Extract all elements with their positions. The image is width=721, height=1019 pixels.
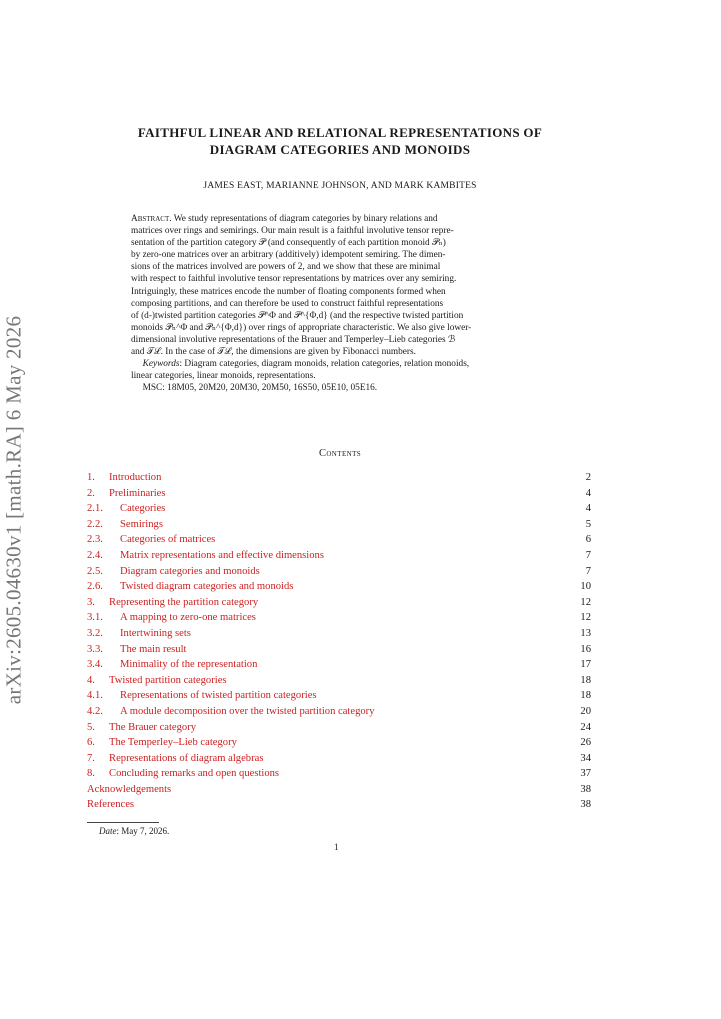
- abstract-line-text: of (d-)twisted partition categories 𝒫^Φ and 𝒫^{Φ,d} (and the respective twisted partition: [131, 310, 464, 321]
- toc-number: 4.: [87, 674, 95, 686]
- toc-entry[interactable]: [87, 595, 591, 611]
- toc-number: 7.: [87, 752, 95, 764]
- page-number: 1: [334, 842, 339, 852]
- toc-link[interactable]: [87, 766, 279, 782]
- paper-title: [90, 124, 590, 158]
- toc-entry[interactable]: [87, 642, 591, 658]
- toc-page-number: 5: [585, 518, 591, 530]
- abstract-line: [131, 346, 549, 358]
- toc-link[interactable]: [87, 688, 317, 704]
- toc-page-number: 13: [580, 627, 591, 639]
- keywords-line-2: linear categories, linear monoids, representations.: [131, 371, 316, 382]
- toc-entry[interactable]: [87, 486, 591, 502]
- toc-number: 3.: [87, 596, 95, 608]
- toc-page-number: 18: [580, 674, 591, 686]
- toc-entry[interactable]: [87, 720, 591, 736]
- toc-number: 1.: [87, 472, 95, 483]
- toc-link[interactable]: [87, 673, 227, 689]
- toc-page-number: 12: [580, 596, 591, 608]
- toc-title: The Brauer category: [109, 721, 197, 733]
- toc-title: The main result: [120, 643, 187, 655]
- toc-title: Intertwining sets: [120, 627, 191, 639]
- abstract-line-text: monoids 𝒫ₙ^Φ and 𝒫ₙ^{Φ,d}) over rings of appropriate characteristic. We also give lower-: [131, 322, 472, 333]
- contents-heading: Contents: [318, 448, 362, 459]
- toc-page-number: 2: [585, 472, 591, 483]
- toc-number: 2.4.: [87, 549, 103, 561]
- toc-page-number: 26: [580, 737, 591, 749]
- toc-entry[interactable]: [87, 688, 591, 704]
- toc-page-number: 7: [585, 549, 591, 561]
- abstract-label: Abstract.: [131, 214, 172, 224]
- toc-title: Twisted diagram categories and monoids: [120, 581, 294, 593]
- toc-entry[interactable]: [87, 532, 591, 548]
- abstract-line: [131, 213, 549, 225]
- toc-link[interactable]: [87, 735, 237, 751]
- toc-title: Diagram categories and monoids: [120, 565, 260, 577]
- toc-number: 8.: [87, 768, 95, 780]
- toc-page-number: 34: [580, 752, 591, 764]
- abstract: [131, 213, 549, 394]
- toc-entry[interactable]: [87, 579, 591, 595]
- toc-entry[interactable]: [87, 673, 591, 689]
- abstract-body: [131, 213, 549, 358]
- toc-title: Preliminaries: [109, 487, 166, 499]
- abstract-line-text: sions of the matrices involved are powers of 2, and we show that these are minimal: [131, 262, 441, 273]
- msc-text: MSC: 18M05, 20M20, 20M30, 20M50, 16S50, 05E10, 05E16.: [142, 383, 378, 394]
- toc-number: 3.4.: [87, 659, 103, 671]
- toc-title: Categories: [120, 503, 166, 515]
- toc-title: Representations of twisted partition categories: [120, 690, 317, 702]
- toc-link[interactable]: [87, 501, 165, 517]
- abstract-line: [131, 273, 549, 285]
- toc-title: A module decomposition over the twisted partition category: [120, 705, 375, 717]
- toc-link[interactable]: [87, 564, 260, 580]
- toc-title: Semirings: [120, 518, 163, 530]
- date-label: Date: [99, 826, 117, 836]
- abstract-line-text: dimensional involutive representations of the Brauer and Temperley–Lieb categories ℬ: [131, 334, 456, 345]
- toc-page-number: 4: [585, 503, 591, 515]
- toc-number: 4.1.: [87, 690, 103, 702]
- abstract-line-text: and 𝒯ℒ. In the case of 𝒯ℒ, the dimensions are given by Fibonacci numbers.: [131, 347, 416, 358]
- toc-page-number: 37: [580, 768, 591, 780]
- abstract-line-text: We study representations of diagram categories by binary relations and: [173, 214, 438, 224]
- date-value: : May 7, 2026.: [116, 826, 170, 836]
- toc-number: 3.1.: [87, 612, 103, 624]
- toc-title: Categories of matrices: [120, 534, 216, 546]
- toc-number: 3.2.: [87, 627, 103, 639]
- toc-title: Representations of diagram algebras: [109, 752, 264, 764]
- toc-page-number: 6: [585, 534, 591, 546]
- abstract-line-text: by zero-one matrices over an arbitrary (additively) idempotent semiring. The dimen-: [131, 250, 446, 261]
- abstract-line-text: composing partitions, and can therefore be used to construct faithful representations: [131, 298, 444, 309]
- toc-entry[interactable]: [87, 501, 591, 517]
- toc-link[interactable]: [87, 704, 375, 720]
- toc-number: 4.2.: [87, 705, 103, 717]
- abstract-line: [131, 249, 549, 261]
- toc-link[interactable]: [87, 517, 163, 533]
- toc-title: Introduction: [109, 472, 162, 483]
- title-line-2: DIAGRAM CATEGORIES AND MONOIDS: [209, 142, 471, 157]
- toc-link[interactable]: [87, 626, 191, 642]
- abstract-line: [131, 286, 549, 298]
- abstract-line-text: Intriguingly, these matrices encode the number of floating components formed when: [131, 286, 446, 297]
- toc-link[interactable]: [87, 595, 258, 611]
- title-line-1: FAITHFUL LINEAR AND RELATIONAL REPRESENTATIONS OF: [137, 125, 543, 140]
- toc-page-number: 16: [580, 643, 591, 655]
- author-list: JAMES EAST, MARIANNE JOHNSON, AND MARK KAMBITES: [203, 181, 477, 191]
- toc-number: 3.3.: [87, 643, 103, 655]
- abstract-line: [131, 298, 549, 310]
- toc-entry[interactable]: [87, 548, 591, 564]
- toc-title: Minimality of the representation: [120, 659, 258, 671]
- toc-title: References: [87, 799, 135, 811]
- abstract-line: [131, 261, 549, 273]
- toc-entry[interactable]: [87, 610, 591, 626]
- toc-link[interactable]: [87, 548, 324, 564]
- keywords-line-1: : Diagram categories, diagram monoids, relation categories, relation monoids,: [179, 359, 470, 370]
- toc-entry[interactable]: [87, 626, 591, 642]
- toc-link[interactable]: [87, 470, 161, 486]
- toc-entry[interactable]: [87, 517, 591, 533]
- abstract-line: [131, 334, 549, 346]
- toc-number: 2.6.: [87, 581, 103, 593]
- toc-entry[interactable]: [87, 704, 591, 720]
- keywords-label: Keywords: [142, 359, 180, 370]
- toc-link[interactable]: [87, 797, 134, 813]
- toc-link[interactable]: [87, 751, 263, 767]
- toc-number: 2.1.: [87, 503, 103, 515]
- toc-title: Matrix representations and effective dimensions: [120, 549, 324, 561]
- toc-link[interactable]: [87, 642, 187, 658]
- abstract-line-text: sentation of the partition category 𝒫 (and consequently of each partition monoid 𝒫ₙ): [131, 238, 446, 249]
- toc-entry[interactable]: [87, 766, 591, 782]
- abstract-line: [131, 310, 549, 322]
- toc-link[interactable]: [87, 657, 257, 673]
- toc-title: Concluding remarks and open questions: [109, 768, 280, 780]
- abstract-line: [131, 322, 549, 334]
- toc-link[interactable]: [87, 532, 215, 548]
- toc-number: 5.: [87, 721, 95, 733]
- table-of-contents: [87, 470, 591, 813]
- toc-title: Acknowledgements: [87, 783, 172, 795]
- toc-number: 2.5.: [87, 565, 103, 577]
- toc-entry[interactable]: [87, 782, 591, 798]
- toc-entry[interactable]: [87, 657, 591, 673]
- toc-number: 2.3.: [87, 534, 103, 546]
- abstract-line-text: with respect to faithful involutive tensor representations by matrices over any semiring.: [131, 274, 457, 285]
- msc-codes: [131, 382, 549, 394]
- toc-link[interactable]: [87, 486, 166, 502]
- toc-link[interactable]: [87, 720, 196, 736]
- keywords: [131, 358, 549, 370]
- toc-link[interactable]: [87, 579, 293, 595]
- toc-page-number: 12: [580, 612, 591, 624]
- abstract-line-text: matrices over rings and semirings. Our main result is a faithful involutive tensor repre-: [131, 226, 454, 237]
- toc-page-number: 17: [580, 659, 591, 671]
- toc-entry[interactable]: [87, 751, 591, 767]
- toc-entry[interactable]: [87, 470, 591, 486]
- footnote-date: [99, 826, 169, 836]
- toc-link[interactable]: [87, 610, 256, 626]
- toc-entry[interactable]: [87, 735, 591, 751]
- toc-title: The Temperley–Lieb category: [109, 737, 237, 749]
- toc-page-number: 7: [585, 565, 591, 577]
- toc-title: Twisted partition categories: [109, 674, 227, 686]
- toc-page-number: 4: [585, 487, 591, 499]
- toc-link[interactable]: [87, 782, 171, 798]
- toc-number: 2.: [87, 487, 95, 499]
- toc-entry[interactable]: [87, 797, 591, 813]
- abstract-line: [131, 225, 549, 237]
- toc-title: A mapping to zero-one matrices: [120, 612, 256, 624]
- toc-entry[interactable]: [87, 564, 591, 580]
- toc-page-number: 38: [580, 799, 591, 811]
- abstract-line: [131, 237, 549, 249]
- toc-number: 6.: [87, 737, 95, 749]
- toc-page-number: 20: [580, 705, 591, 717]
- toc-page-number: 18: [580, 690, 591, 702]
- toc-title: Representing the partition category: [109, 596, 259, 608]
- toc-page-number: 24: [580, 721, 591, 733]
- arxiv-identifier: arXiv:2605.04630v1 [math.RA] 6 May 2026: [1, 315, 26, 705]
- toc-number: 2.2.: [87, 518, 103, 530]
- toc-page-number: 10: [580, 581, 591, 593]
- toc-page-number: 38: [580, 783, 591, 795]
- footnote-rule: [87, 822, 159, 823]
